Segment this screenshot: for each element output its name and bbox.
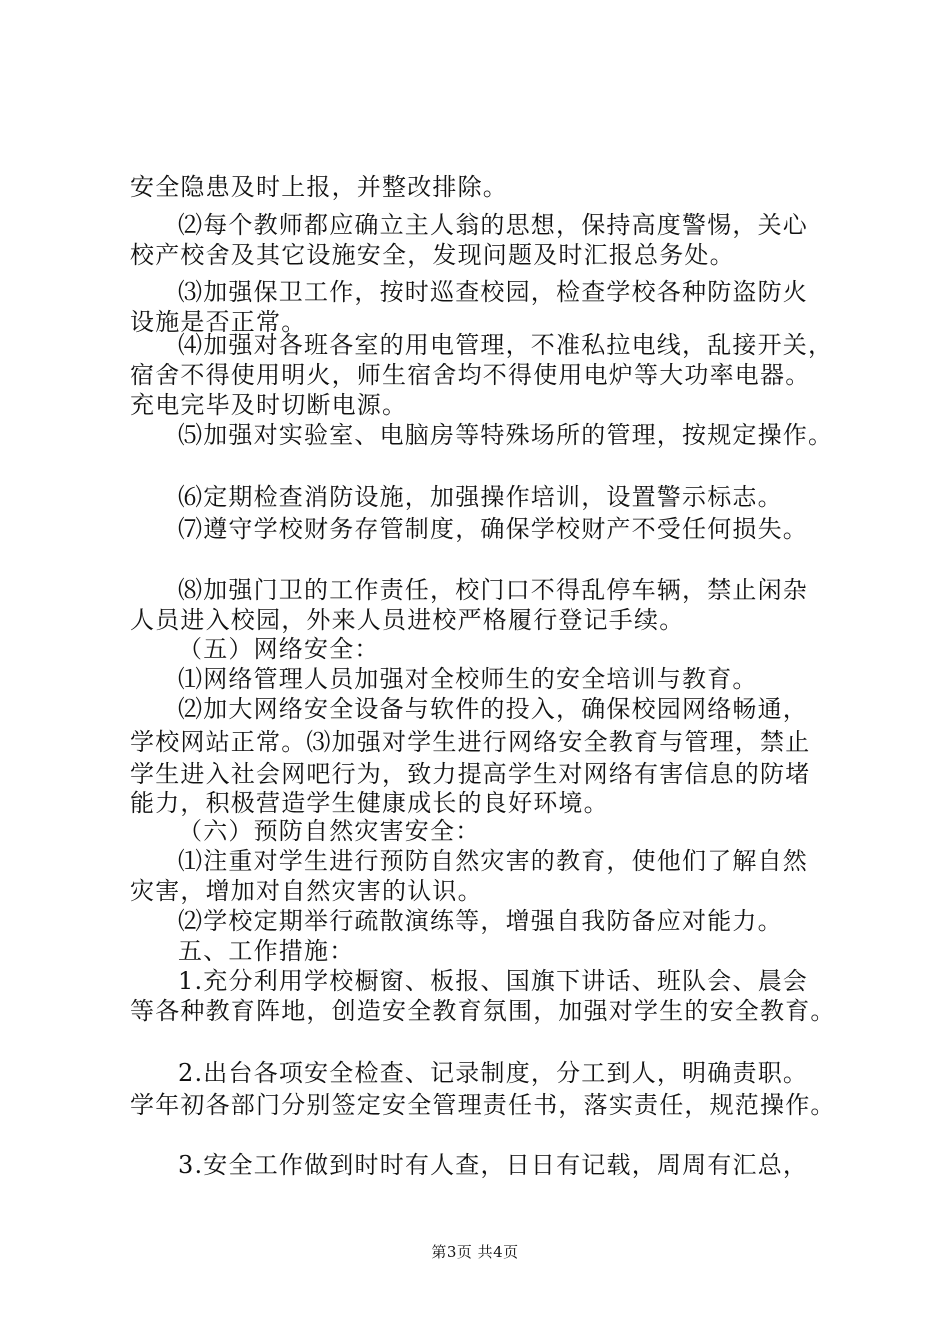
body-text-line: ⑶加强保卫工作，按时巡查校园，检查学校各种防盗防火 xyxy=(178,278,808,306)
body-text-line: 充电完毕及时切断电源。 xyxy=(130,391,408,419)
body-text-line: 灾害，增加对自然灾害的认识。 xyxy=(130,877,483,905)
body-text-line: 能力，积极营造学生健康成长的良好环境。 xyxy=(130,789,609,817)
section-heading: 五、工作措施： xyxy=(178,937,355,965)
body-text-line: ⑵学校定期举行疏散演练等，增强自我防备应对能力。 xyxy=(178,907,783,935)
page-footer: 第3页 共4页 xyxy=(431,1243,519,1261)
body-text-line: 2.出台各项安全检查、记录制度，分工到人，明确责职。 xyxy=(178,1059,809,1087)
body-text-line: 设施是否正常。 xyxy=(130,308,307,336)
body-text-line: 学校网站正常。⑶加强对学生进行网络安全教育与管理，禁止 xyxy=(130,728,811,756)
section-heading: （五）网络安全： xyxy=(178,635,380,663)
body-text-line: 等各种教育阵地，创造安全教育氛围，加强对学生的安全教育。 xyxy=(130,997,836,1025)
body-text-line: ⑷加强对各班各室的用电管理，不准私拉电线，乱接开关， xyxy=(178,331,834,359)
body-text-line: 校产校舍及其它设施安全，发现问题及时汇报总务处。 xyxy=(130,241,735,269)
body-text-line: ⑵加大网络安全设备与软件的投入，确保校园网络畅通， xyxy=(178,695,808,723)
body-text-line: 安全隐患及时上报，并整改排除。 xyxy=(130,173,508,201)
body-text-line: 1.充分利用学校橱窗、板报、国旗下讲话、班队会、晨会 xyxy=(178,967,809,995)
body-text-line: 学年初各部门分别签定安全管理责任书，落实责任，规范操作。 xyxy=(130,1091,836,1119)
body-text-line: ⑵每个教师都应确立主人翁的思想，保持高度警惕，关心 xyxy=(178,211,808,239)
body-text-line: ⑺遵守学校财务存管制度，确保学校财产不受任何损失。 xyxy=(178,515,808,543)
body-text-line: ⑹定期检查消防设施，加强操作培训，设置警示标志。 xyxy=(178,483,783,511)
body-text-line: ⑸加强对实验室、电脑房等特殊场所的管理，按规定操作。 xyxy=(178,421,834,449)
body-text-line: 学生进入社会网吧行为，致力提高学生对网络有害信息的防堵 xyxy=(130,760,811,788)
body-text-line: ⑻加强门卫的工作责任，校门口不得乱停车辆，禁止闲杂 xyxy=(178,576,808,604)
body-text-line: 人员进入校园，外来人员进校严格履行登记手续。 xyxy=(130,606,685,634)
body-text-line: ⑴网络管理人员加强对全校师生的安全培训与教育。 xyxy=(178,665,758,693)
body-text-line: 宿舍不得使用明火，师生宿舍均不得使用电炉等大功率电器。 xyxy=(130,361,811,389)
body-text-line: ⑴注重对学生进行预防自然灾害的教育，使他们了解自然 xyxy=(178,847,808,875)
body-text-line: 3.安全工作做到时时有人查，日日有记载，周周有汇总， xyxy=(178,1151,809,1179)
section-heading: （六）预防自然灾害安全： xyxy=(178,817,481,845)
